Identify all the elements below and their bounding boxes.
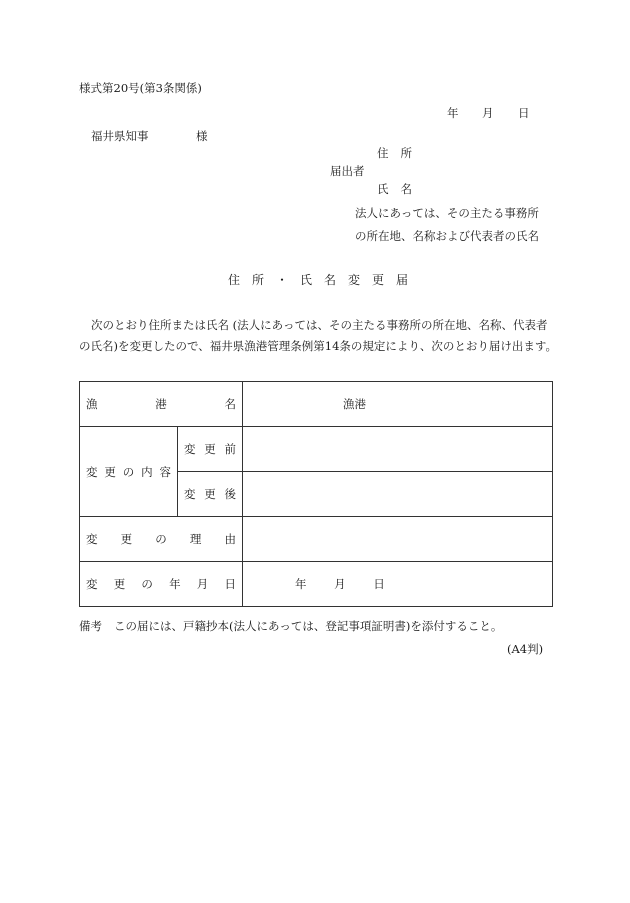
- row-change-date: [80, 562, 553, 607]
- corp-note-line-2: の所在地、名称および代表者の氏名: [355, 229, 539, 243]
- document-title: 住 所 ・ 氏 名 変 更 届: [228, 273, 409, 287]
- port-name-label: 漁 港 名: [80, 382, 243, 427]
- paper-size: (A4判): [507, 642, 544, 656]
- change-content-label: 変 更 の 内 容: [80, 427, 178, 517]
- addressee-name: 福井県知事: [91, 129, 149, 143]
- before-label: 変 更 前: [178, 427, 243, 472]
- after-label: 変 更 後: [178, 472, 243, 517]
- note-label: 備考: [79, 619, 102, 633]
- note-text: この届には、戸籍抄本(法人にあっては、登記事項証明書)を添付すること。: [114, 619, 503, 633]
- notification-table: [79, 381, 553, 607]
- reason-label: 変 更 の 理 由: [80, 517, 243, 562]
- date-year: 年: [447, 106, 459, 120]
- corp-note-line-1: 法人にあっては、その主たる事務所: [355, 206, 539, 220]
- change-date-value[interactable]: 年 月 日: [243, 562, 553, 607]
- form-number: 様式第20号(第3条関係): [79, 81, 202, 95]
- notifier-title: 届出者: [330, 164, 365, 178]
- name-label: 氏 名: [377, 182, 412, 196]
- port-name-value: 漁港: [243, 382, 553, 427]
- date-day: 日: [518, 106, 530, 120]
- reason-value[interactable]: [243, 517, 553, 562]
- date-month: 月: [482, 106, 494, 120]
- row-port-name: [80, 382, 553, 427]
- addressee-honorific: 様: [196, 129, 208, 143]
- body-text: 次のとおり住所または氏名 (法人にあっては、その主たる事務所の所在地、名称、代表者の氏名)を変更したので、福井県漁港管理条例第14条の規定により、次のとおり届け出ます。: [79, 318, 557, 353]
- row-change-before: [80, 427, 553, 472]
- row-change-reason: [80, 517, 553, 562]
- date-line: [447, 105, 530, 121]
- before-value[interactable]: [243, 427, 553, 472]
- note: [79, 618, 502, 634]
- address-label: 住 所: [377, 146, 412, 160]
- after-value[interactable]: [243, 472, 553, 517]
- change-date-label: 変 更 の 年 月 日: [80, 562, 243, 607]
